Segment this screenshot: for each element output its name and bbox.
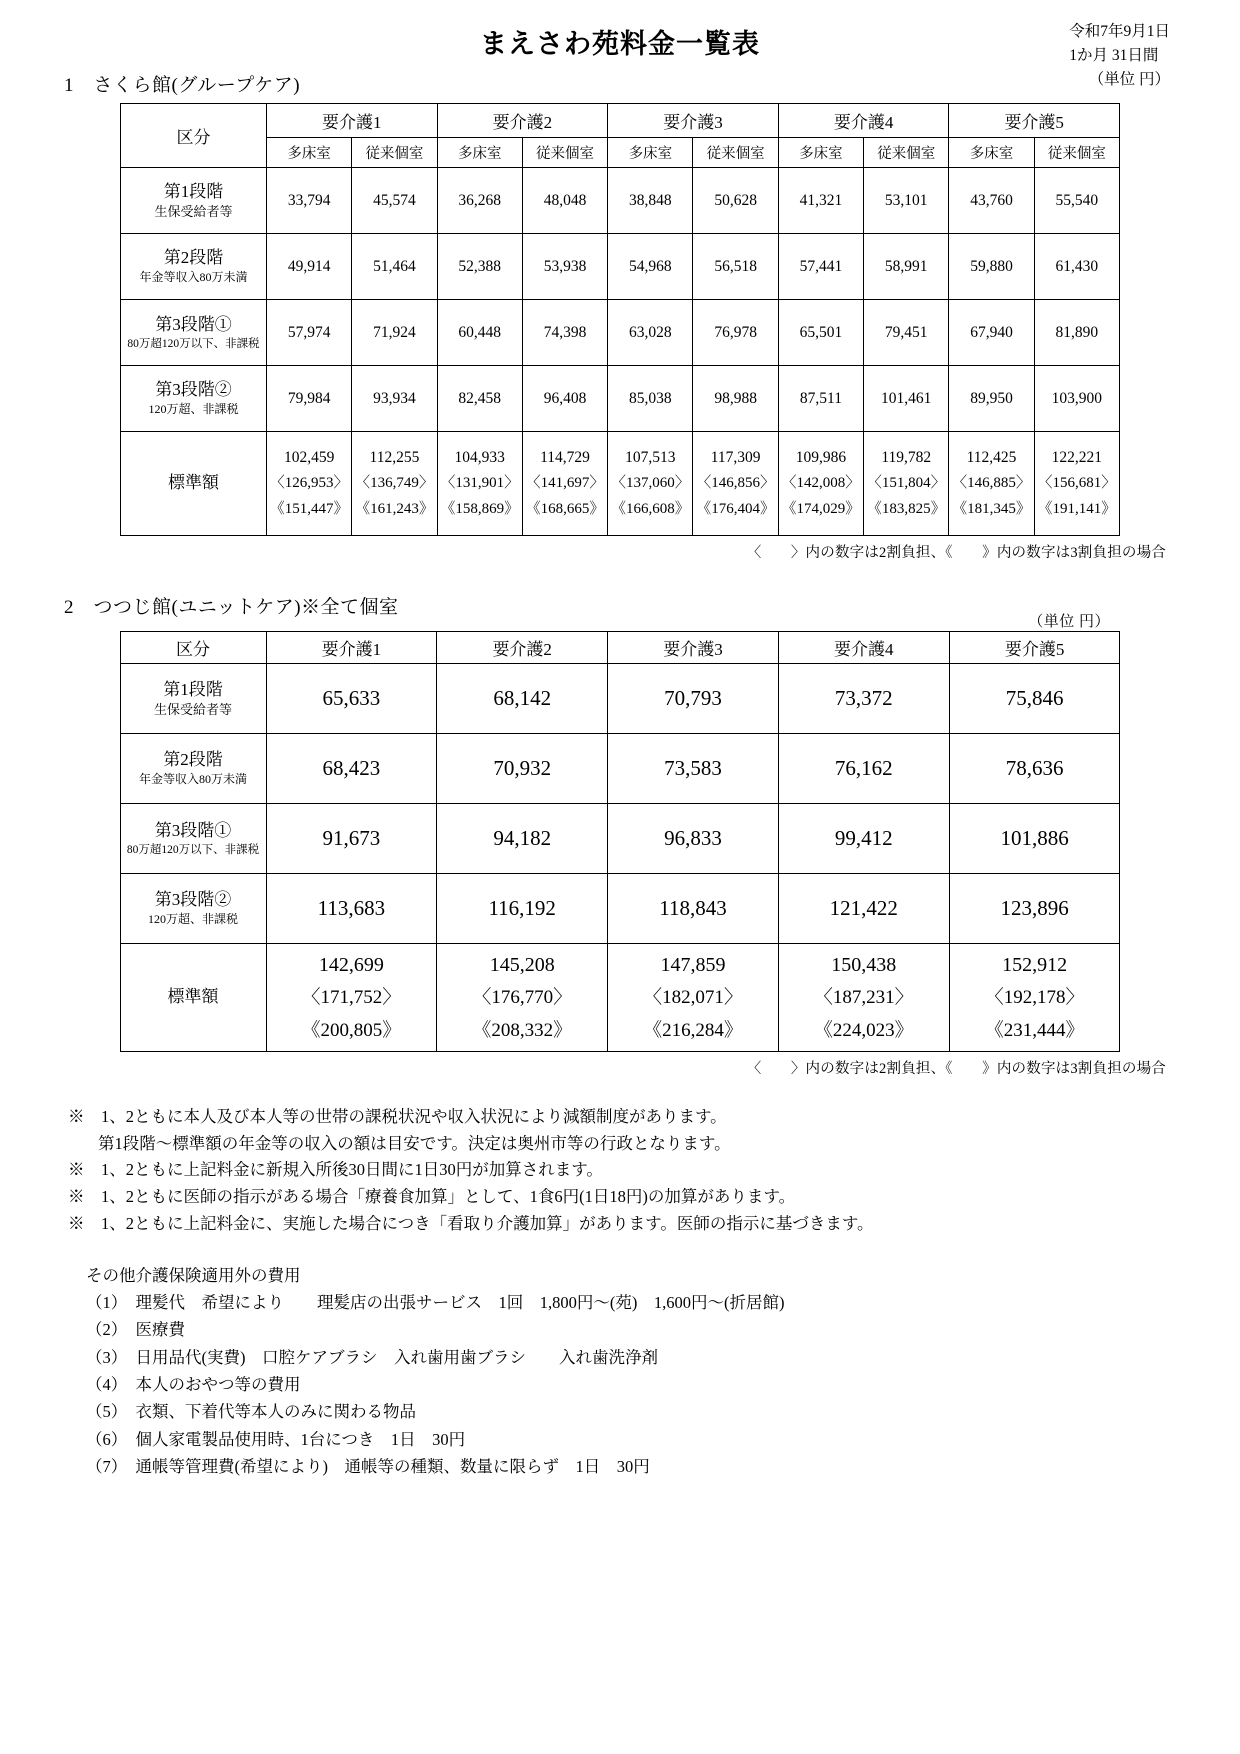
table1-care-level-4: 要介護4 xyxy=(778,104,949,138)
table1-standard-cell: 117,309 〈146,856〉 《176,404》 xyxy=(693,432,778,536)
table2-cell: 116,192 xyxy=(437,874,608,944)
table-row xyxy=(121,300,1120,366)
table1-standard-cell: 119,782 〈151,804〉 《183,825》 xyxy=(864,432,949,536)
table2-row-label: 第3段階① 80万超120万以下、非課税 xyxy=(120,804,266,874)
table1-standard-cell: 114,729 〈141,697〉 《168,665》 xyxy=(522,432,607,536)
table1-room-type: 多床室 xyxy=(608,138,693,168)
note-line: 第1段階～標準額の年金等の収入の額は目安です。決定は奥州市等の行政となります。 xyxy=(98,1133,731,1153)
section2-unit: （単位 円） xyxy=(1028,614,1110,630)
table1-cell: 49,914 xyxy=(267,234,352,300)
table1-cell: 71,924 xyxy=(352,300,437,366)
table1-cell: 50,628 xyxy=(693,168,778,234)
table1-cell: 53,101 xyxy=(864,168,949,234)
table1-cell: 53,938 xyxy=(522,234,607,300)
table1-cell: 52,388 xyxy=(437,234,522,300)
table1-cell: 59,880 xyxy=(949,234,1034,300)
table-row xyxy=(120,874,1120,944)
other-costs-item: （6） 個人家電製品使用時、1台につき 1日 30円 xyxy=(86,1429,466,1449)
table1-cell: 65,501 xyxy=(778,300,863,366)
table1-row-label: 第2段階 年金等収入80万未満 xyxy=(121,234,267,300)
table1-care-level-5: 要介護5 xyxy=(949,104,1120,138)
other-costs-item: （4） 本人のおやつ等の費用 xyxy=(86,1375,301,1395)
table2-care-level-1: 要介護1 xyxy=(266,632,437,664)
table1-cell: 56,518 xyxy=(693,234,778,300)
other-costs-block xyxy=(86,1262,1180,1481)
table1-cell: 96,408 xyxy=(522,366,607,432)
table1-row-label: 第1段階 生保受給者等 xyxy=(121,168,267,234)
table2-cell: 91,673 xyxy=(266,804,437,874)
table1-cell: 63,028 xyxy=(608,300,693,366)
table2-kubun-header: 区分 xyxy=(120,632,266,664)
table1-cell: 55,540 xyxy=(1034,168,1119,234)
header-meta xyxy=(1069,20,1170,92)
table2-standard-cell: 142,699 〈171,752〉 《200,805》 xyxy=(266,944,437,1052)
table1-care-level-2: 要介護2 xyxy=(437,104,608,138)
table2-cell: 113,683 xyxy=(266,874,437,944)
table1-room-type: 従来個室 xyxy=(864,138,949,168)
table2-cell: 73,583 xyxy=(608,734,779,804)
table2-care-level-3: 要介護3 xyxy=(608,632,779,664)
table1-cell: 87,511 xyxy=(778,366,863,432)
table2-standard-label: 標準額 xyxy=(120,944,266,1052)
table1-cell: 76,978 xyxy=(693,300,778,366)
table1-cell: 38,848 xyxy=(608,168,693,234)
table2-row-label: 第3段階② 120万超、非課税 xyxy=(120,874,266,944)
table1-standard-cell: 102,459 〈126,953〉 《151,447》 xyxy=(267,432,352,536)
table2-standard-cell: 147,859 〈182,071〉 《216,284》 xyxy=(608,944,779,1052)
other-costs-heading: その他介護保険適用外の費用 xyxy=(86,1265,301,1285)
table1-standard-cell: 104,933 〈131,901〉 《158,869》 xyxy=(437,432,522,536)
table1-cell: 43,760 xyxy=(949,168,1034,234)
table2-cell: 70,932 xyxy=(437,734,608,804)
table2-cell: 70,793 xyxy=(608,664,779,734)
table1-cell: 51,464 xyxy=(352,234,437,300)
table2-cell: 76,162 xyxy=(778,734,949,804)
note-line: ※ 1、2ともに上記料金に新規入所後30日間に1日30円が加算されます。 xyxy=(68,1160,603,1180)
table-row xyxy=(120,804,1120,874)
table-row xyxy=(120,664,1120,734)
table2-standard-cell: 145,208 〈176,770〉 《208,332》 xyxy=(437,944,608,1052)
note-line: ※ 1、2ともに医師の指示がある場合「療養食加算」として、1食6円(1日18円)の加算があります。 xyxy=(68,1187,796,1207)
table1-cell: 103,900 xyxy=(1034,366,1119,432)
table1-room-type: 従来個室 xyxy=(1034,138,1119,168)
table1-standard-cell: 107,513 〈137,060〉 《166,608》 xyxy=(608,432,693,536)
table1-room-type: 多床室 xyxy=(437,138,522,168)
table1-cell: 36,268 xyxy=(437,168,522,234)
table2-cell: 73,372 xyxy=(778,664,949,734)
section2-heading-wrap xyxy=(64,592,1180,630)
tsutsuji-fee-table xyxy=(120,631,1121,1052)
table1-cell: 60,448 xyxy=(437,300,522,366)
table1-cell: 93,934 xyxy=(352,366,437,432)
table1-cell: 45,574 xyxy=(352,168,437,234)
table1-cell: 74,398 xyxy=(522,300,607,366)
other-costs-item: （3） 日用品代(実費) 口腔ケアブラシ 入れ歯用歯ブラシ 入れ歯洗浄剤 xyxy=(86,1347,658,1367)
table2-cell: 75,846 xyxy=(949,664,1120,734)
table1-cell: 89,950 xyxy=(949,366,1034,432)
table2-row-label: 第1段階 生保受給者等 xyxy=(120,664,266,734)
table1-room-type: 多床室 xyxy=(267,138,352,168)
table2-cell: 101,886 xyxy=(949,804,1120,874)
table2-care-level-4: 要介護4 xyxy=(778,632,949,664)
table1-room-type: 従来個室 xyxy=(522,138,607,168)
table1-care-level-3: 要介護3 xyxy=(608,104,779,138)
table1-standard-cell: 112,255 〈136,749〉 《161,243》 xyxy=(352,432,437,536)
table1-cell: 54,968 xyxy=(608,234,693,300)
table1-cell: 79,984 xyxy=(267,366,352,432)
table1-standard-cell: 122,221 〈156,681〉 《191,141》 xyxy=(1034,432,1119,536)
table1-cell: 81,890 xyxy=(1034,300,1119,366)
table1-standard-cell: 112,425 〈146,885〉 《181,345》 xyxy=(949,432,1034,536)
table2-cell: 99,412 xyxy=(778,804,949,874)
table1-standard-cell: 109,986 〈142,008〉 《174,029》 xyxy=(778,432,863,536)
table2-cell: 68,423 xyxy=(266,734,437,804)
table1-cell: 82,458 xyxy=(437,366,522,432)
table1-kubun-header: 区分 xyxy=(121,104,267,168)
note-line: ※ 1、2ともに本人及び本人等の世帯の課税状況や収入状況により減額制度があります。 xyxy=(68,1107,727,1126)
section2-heading: 2 つつじ館(ユニットケア)※全て個室 xyxy=(64,597,399,618)
table2-cell: 78,636 xyxy=(949,734,1120,804)
table2-care-level-5: 要介護5 xyxy=(949,632,1120,664)
table1-cell: 57,974 xyxy=(267,300,352,366)
table1-cell: 79,451 xyxy=(864,300,949,366)
table1-cell: 98,988 xyxy=(693,366,778,432)
table1-standard-row xyxy=(121,432,1120,536)
table1-room-type: 多床室 xyxy=(778,138,863,168)
table2-cell: 94,182 xyxy=(437,804,608,874)
header-period: 1か月 31日間 xyxy=(1069,47,1159,65)
table1-room-type: 従来個室 xyxy=(693,138,778,168)
other-costs-item: （2） 医療費 xyxy=(86,1320,185,1340)
table2-cell: 68,142 xyxy=(437,664,608,734)
table1-row-label: 第3段階② 120万超、非課税 xyxy=(121,366,267,432)
table2-standard-row xyxy=(120,944,1120,1052)
table2-care-level-2: 要介護2 xyxy=(437,632,608,664)
header-date: 令和7年9月1日 xyxy=(1069,23,1170,40)
table2-cell: 118,843 xyxy=(608,874,779,944)
sakura-fee-table xyxy=(120,103,1120,536)
other-costs-item: （5） 衣類、下着代等本人のみに関わる物品 xyxy=(86,1402,416,1422)
table1-cell: 57,441 xyxy=(778,234,863,300)
table2-standard-cell: 150,438 〈187,231〉 《224,023》 xyxy=(778,944,949,1052)
table1-room-type: 従来個室 xyxy=(352,138,437,168)
table1-row-label: 第3段階① 80万超120万以下、非課税 xyxy=(121,300,267,366)
section1-heading: 1 さくら館(グループケア) xyxy=(64,75,301,96)
table2-cell: 65,633 xyxy=(266,664,437,734)
table1-standard-label: 標準額 xyxy=(121,432,267,536)
table2-footnote: 〈 〉内の数字は2割負担、《 》内の数字は3割負担の場合 xyxy=(746,1061,1166,1077)
table1-room-type: 多床室 xyxy=(949,138,1034,168)
table1-cell: 48,048 xyxy=(522,168,607,234)
other-costs-item: （7） 通帳等管理費(希望により) 通帳等の種類、数量に限らず 1日 30円 xyxy=(86,1457,650,1477)
page-title: まえさわ苑料金一覧表 xyxy=(480,29,760,59)
table2-standard-cell: 152,912 〈192,178〉 《231,444》 xyxy=(949,944,1120,1052)
table1-cell: 67,940 xyxy=(949,300,1034,366)
table1-cell: 41,321 xyxy=(778,168,863,234)
table-row xyxy=(121,234,1120,300)
table1-cell: 61,430 xyxy=(1034,234,1119,300)
table1-care-level-1: 要介護1 xyxy=(267,104,438,138)
table1-cell: 33,794 xyxy=(267,168,352,234)
table-row xyxy=(120,734,1120,804)
notes-block xyxy=(68,1104,1180,1238)
other-costs-item: （1） 理髪代 希望により 理髪店の出張サービス 1回 1,800円～(苑) 1,600円～(折居館) xyxy=(86,1292,785,1312)
header-unit: （単位 円） xyxy=(1088,71,1170,89)
table-row xyxy=(121,168,1120,234)
table1-cell: 85,038 xyxy=(608,366,693,432)
table1-cell: 101,461 xyxy=(864,366,949,432)
table2-cell: 96,833 xyxy=(608,804,779,874)
note-line: ※ 1、2ともに上記料金に、実施した場合につき「看取り介護加算」があります。医師の指示に基づきます。 xyxy=(68,1213,874,1233)
table1-footnote: 〈 〉内の数字は2割負担、《 》内の数字は3割負担の場合 xyxy=(746,545,1166,561)
table-row xyxy=(121,366,1120,432)
table2-row-label: 第2段階 年金等収入80万未満 xyxy=(120,734,266,804)
table2-cell: 121,422 xyxy=(778,874,949,944)
table2-cell: 123,896 xyxy=(949,874,1120,944)
table1-cell: 58,991 xyxy=(864,234,949,300)
